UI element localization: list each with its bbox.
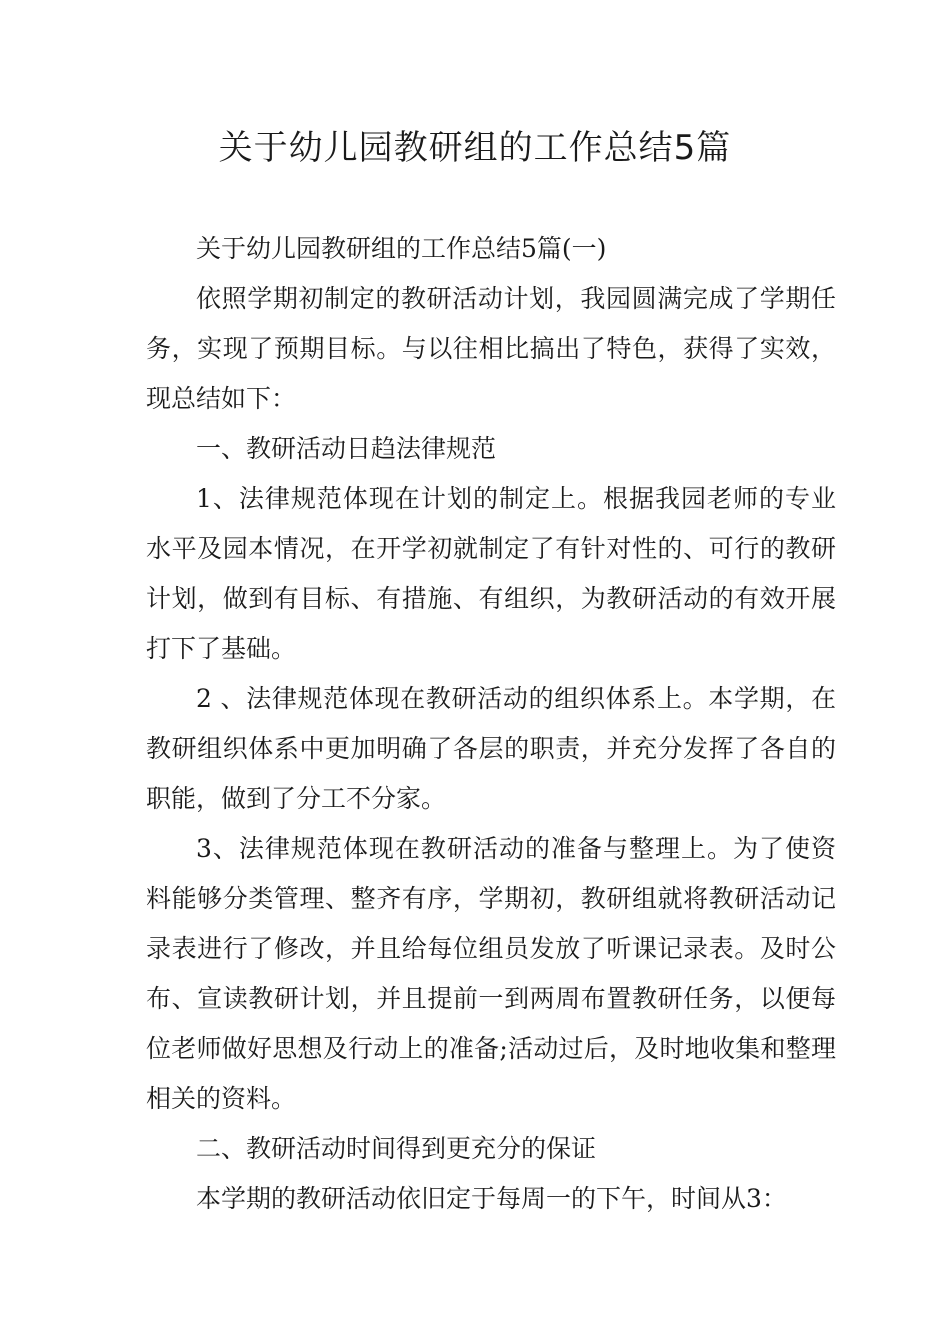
paragraph-subtitle: 关于幼儿园教研组的工作总结5篇(一) [196,234,607,263]
paragraph-intro: 依照学期初制定的教研活动计划，我园圆满完成了学期任务，实现了预期目标。与以往相比搞出了特色，获得了实效，现总结如下： [146,284,836,413]
document-body [146,224,836,1224]
paragraph-point-3: 3、法律规范体现在教研活动的准备与整理上。为了使资料能够分类管理、整齐有序，学期初，教研组就将教研活动记录表进行了修改，并且给每位组员发放了听课记录表。及时公布、宣读教研计划，并且提前一到两周布置教研任务，以便每位老师做好思想及行动上的准备;活动过后，及时地收集和整理相关的资料。 [146,834,836,1113]
section-heading-1: 一、教研活动日趋法律规范 [196,434,497,463]
section-heading-2: 二、教研活动时间得到更充分的保证 [196,1134,597,1163]
paragraph-point-2: 2 、法律规范体现在教研活动的组织体系上。本学期，在教研组织体系中更加明确了各层的职责，并充分发挥了各自的职能，做到了分工不分家。 [146,684,836,813]
paragraph-section-2: 本学期的教研活动依旧定于每周一的下午，时间从3： [196,1184,787,1213]
document-title: 关于幼儿园教研组的工作总结5篇 [218,128,732,168]
paragraph-point-1: 1、法律规范体现在计划的制定上。根据我园老师的专业水平及园本情况，在开学初就制定了有针对性的、可行的教研计划，做到有目标、有措施、有组织，为教研活动的有效开展打下了基础。 [146,484,836,663]
